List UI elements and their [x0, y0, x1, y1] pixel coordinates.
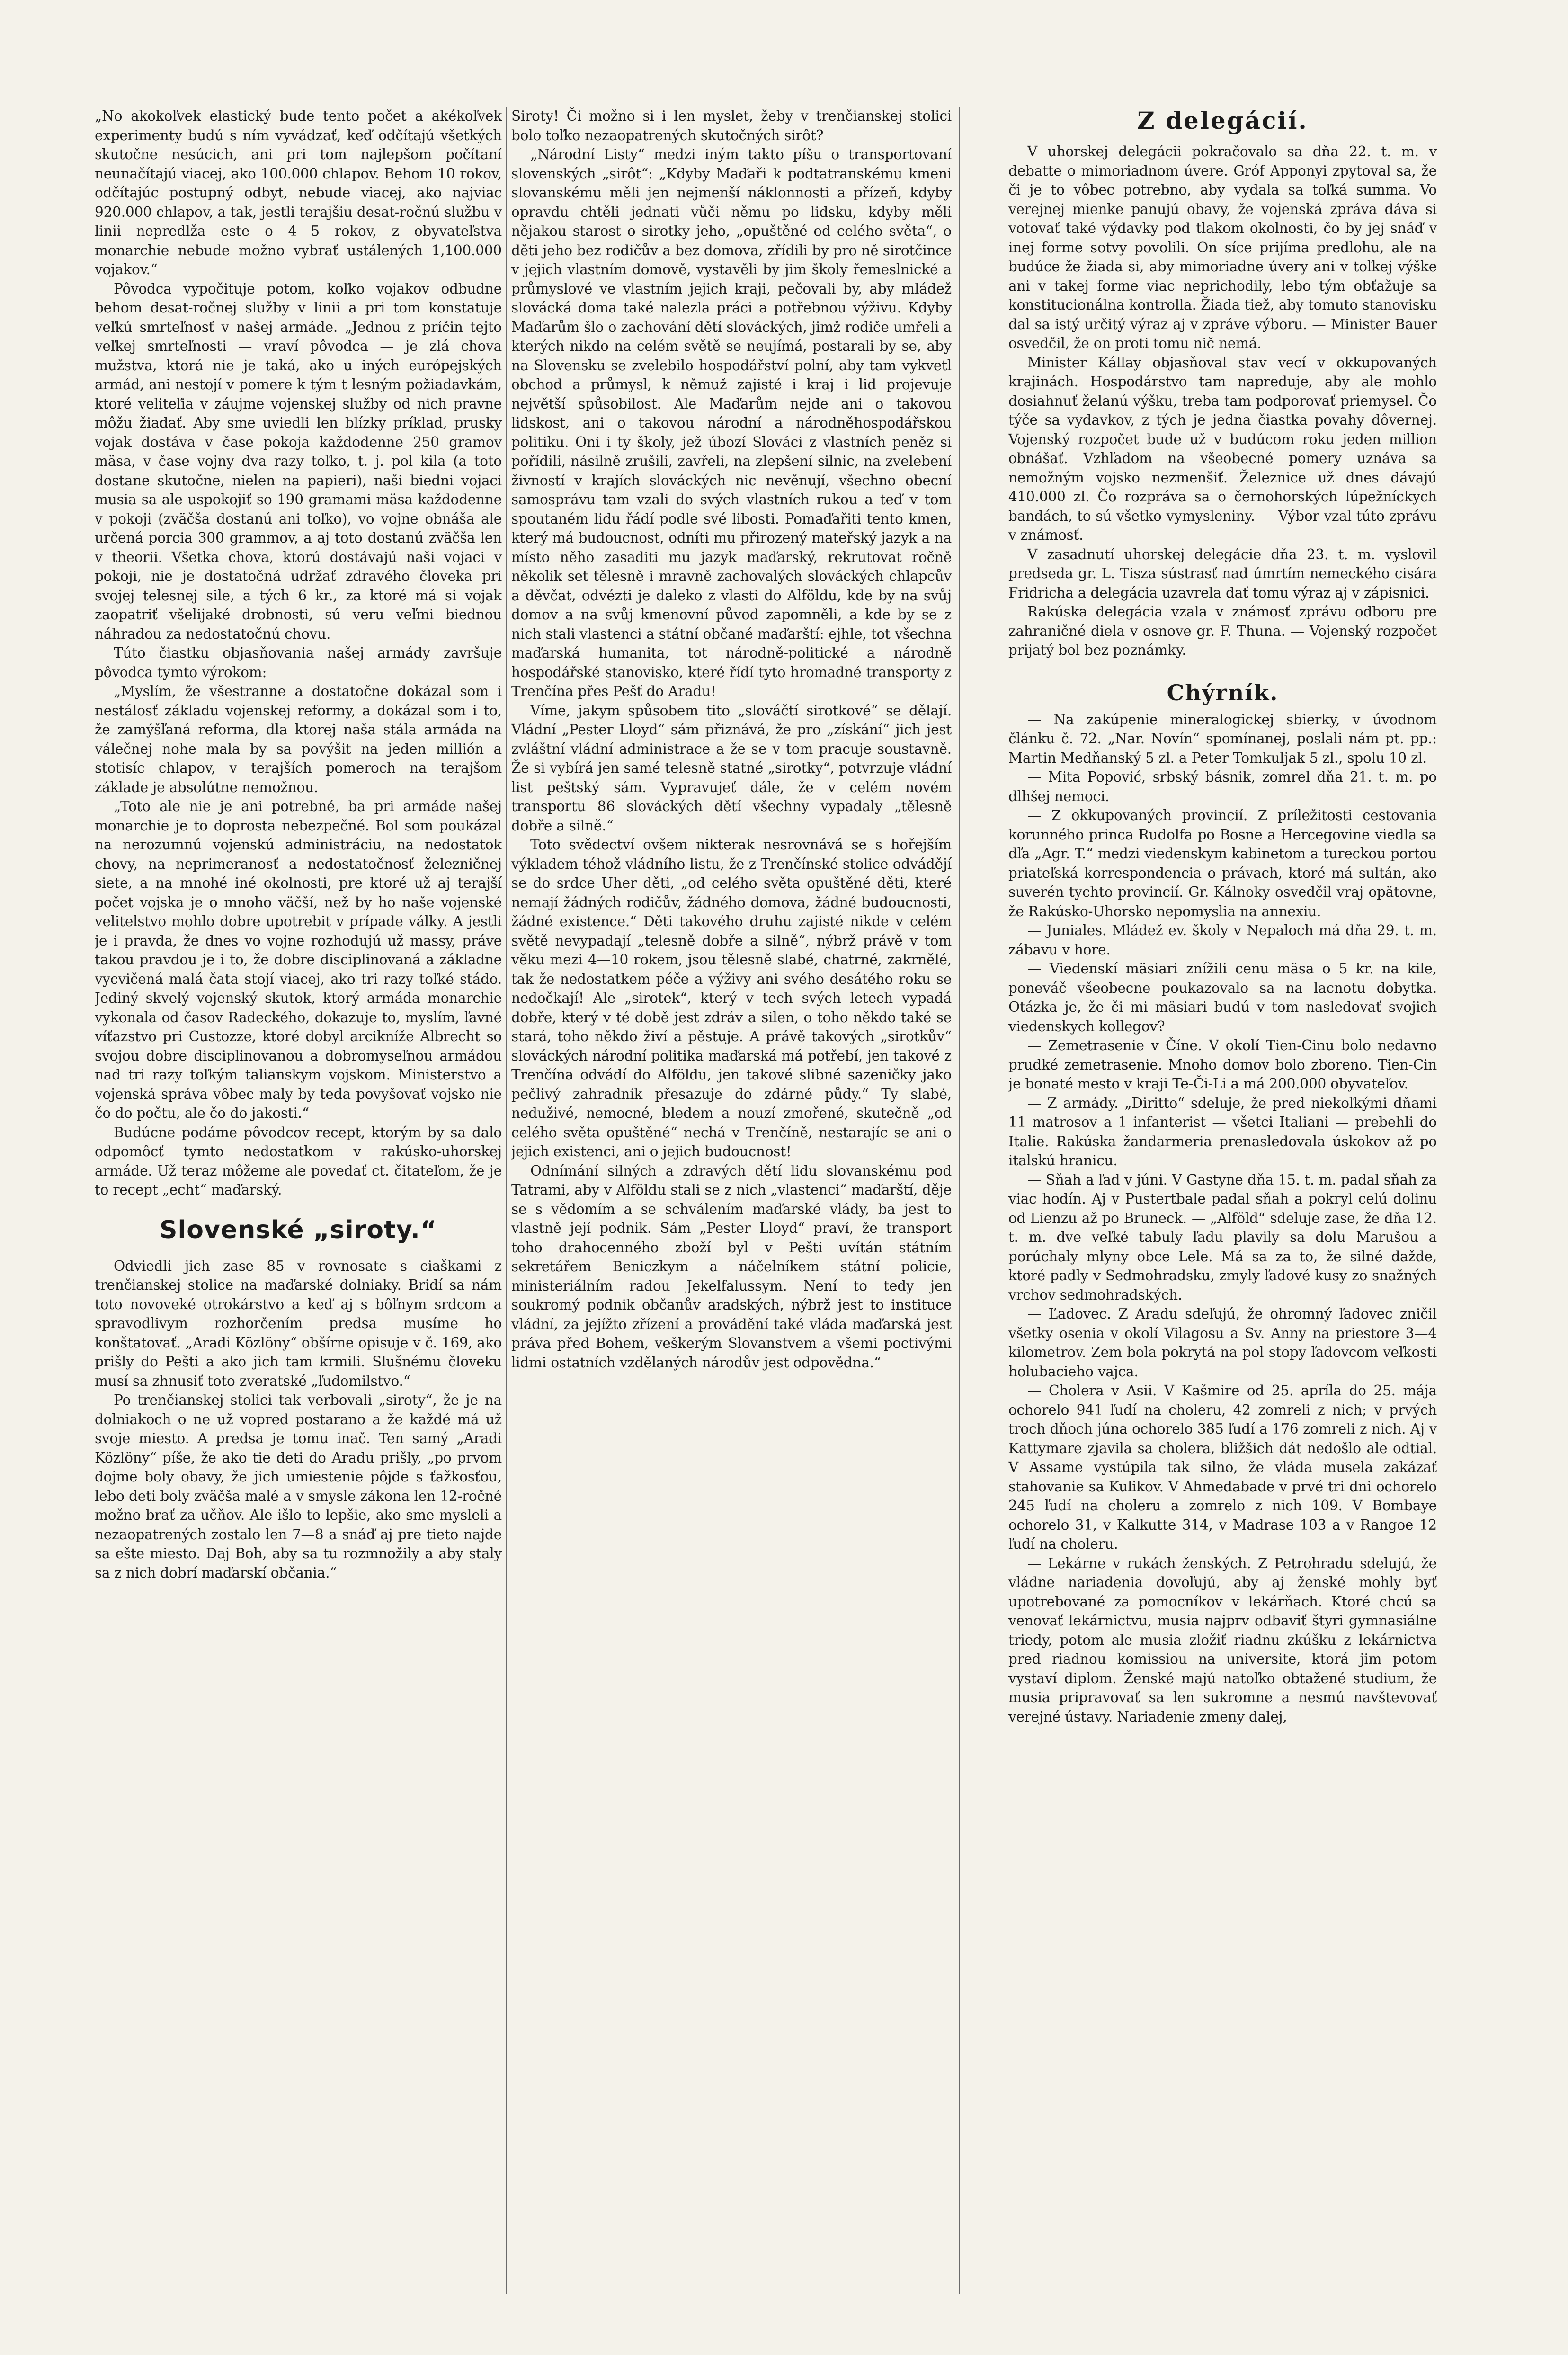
news-item: — Z armády. „Diritto“ sdeluje, že pred niekoľkými dňami 11 matrosov a 1 infanterist — všetci Italiani — prebehli do Italie. Rakúska žandarmeria prenasledovala úskokov až po italskú hranicu. [1008, 1095, 1437, 1169]
article-paragraph: Minister Kállay objasňoval stav vecí v okkupovaných krajinách. Hospodárstvo tam napreduje, aby ale mohlo dosiahnuť želanú výšku, treba tam podporovať priemysel. Čo týče sa vydavkov, z tých je jedna čiastka povahy dôvernej. Vojenský rozpočet bude už v budúcom roku jeden million obnášať. Vzhľadom na všeobecné pomery uznáva sa nemožným vojsko nezmenšiť. Železnice už dnes dávajú 410.000 zl. Čo rozpráva sa o černohorských lúpežníckych bandách, to sú všetko vymysleniny. — Výbor vzal túto zprávu v známosť. [1008, 354, 1437, 543]
column-2 [511, 107, 952, 2303]
news-item: — Na zakúpenie mineralogickej sbierky, v úvodnom článku č. 72. „Nar. Novín“ spomínanej, poslali nám pt. pp.: Martin Medňanský 5 zl. a Peter Tomkuljak 5 zl., spolu 10 zl. [1008, 711, 1437, 766]
article-paragraph: V zasadnutí uhorskej delegácie dňa 23. t. m. vyslovil predseda gr. L. Tisza sústrasť nad úmrtím nemeckého cisára Fridricha a delegácia uzavrela dať tomu výraz aj v zápisnici. [1008, 546, 1437, 601]
article-paragraph: Po trenčianskej stolici tak verbovali „siroty“, že je na dolniakoch o ne už vopred postarano a že každé má už svoje miesto. A predsa je tomu inač. Ten samý „Aradi Közlöny“ píše, že ako tie deti do Aradu prišly, „po prvom dojme boly obavy, že jich umiestenie pôjde s ťažkosťou, lebo deti boly zväčša malé a v smysle zákona len 12-ročné možno brať za učňov. Ale išlo to lepšie, ako sme mysleli a nezaopatrených zostalo len 7—8 a snáď aj pre tieto najde sa ešte miesto. Daj Boh, aby sa tu rozmnožily a aby staly sa z nich dobrí maďarskí občania.“ [95, 1392, 502, 1581]
news-item: — Juniales. Mládež ev. školy v Nepaloch má dňa 29. t. m. zábavu v hore. [1008, 922, 1437, 958]
news-item: — Zemetrasenie v Číne. V okolí Tien-Cinu bolo nedavno prudké zemetrasenie. Mnoho domov bolo zborenо. Tien-Cin je bonaté mesto v kraji Te-Či-Li a má 200.000 obyvateľov. [1008, 1037, 1437, 1092]
article-paragraph: Túto čiastku objasňovania našej armády završuje pôvodca tymto výrokom: [95, 645, 502, 680]
news-item: — Viedenskí mäsiari znížili cenu mäsa o 5 kr. na kile, poneváč všeobecne poukazovalo sa na lacnotu dobytka. Otázka je, že či mi mäsiari budú v tom nasledovať svojich viedenskych kollegov? [1008, 961, 1437, 1035]
column-rule-2 [959, 107, 960, 2294]
article-paragraph: Víme, jakym spůsobem tito „slováčtí sirotkové“ se dělají. Vládní „Pester Lloyd“ sám přiznává, že pro „získání“ jich jest zvláštní vládní administrace a že se v tom pracuje soustavně. Že si vybírá jen samé telesně statné „sirotky“, potvrzuje vládní list peštský sám. Vypravujeť dále, že v celém novém transportu 86 slováckých dětí všechny vypadaly „tělesně dobře a silně.“ [511, 702, 952, 834]
news-item: — Z okkupovaných provincií. Z príležitosti cestovania korunného princa Rudolfa po Bosne a Hercegovine viedla sa dľa „Agr. T.“ medzi viedenskym kabinetom a tureckou portou priateľská korrespondencia o právach, ktoré má sultán, ako suverén tychto provincií. Gr. Kálnoky osvedčil vraj opätovne, že Rakúsko-Uhorsko nepomyslia na annexiu. [1008, 807, 1437, 919]
article-paragraph: V uhorskej delegácii pokračovalo sa dňa 22. t. m. v debatte o mimoriadnom úvere. Gróf Apponyi zpytoval sa, že či je to vôbec potrebno, aby vydala sa toľká summa. Vo verejnej mienke panujú obavy, že vojenská zpráva dáva si votovať také výdavky pod tlakom okolnosti, čo by jej snáď v inej forme sotvy povolili. On síce prijíma predlohu, ale na budúce že žiada si, aby mimoriadne úvery ani v toľkej výške ani v takej forme viac neprichodily, lebo tým obťažuje sa konstitucionálna kontrolla. Žiada tiež, aby tomuto stanovisku dal sa istý určitý výraz aj v zpráve výboru. — Minister Bauer osvedčil, že on proti tomu nič nemá. [1008, 143, 1437, 351]
article-paragraph: Pôvodca vypočituje potom, koľko vojakov odbudne behom desat-ročnej služby v linii a pri tom konstatuje veľkú smrteľnosť v našej armáde. „Jednou z príčin tejto veľkej smrteľnosti — vraví pôvodca — je zlá chova mužstva, ktorá nie je taká, ako u iných európejských armád, ani nestojí v pomere k tým t lesným požiadavkám, ktoré veliteľia v záujme vojenskej služby od nich pravne môžu žiadať. Aby sme uviedli len blízky príklad, prusky vojak dostáva v čase pokoja každodenne 250 gramov mäsa, v čase vojny dva razy toľko, t. j. pol kila (a toto dostane skutočne, nielen na papieri), naši biedni vojaci musia sa ale uspokojiť so 190 gramami mäsa každodenne v pokoji (zväčša dostanú ani toľko), vo vojne obnáša ale určená porcia 300 grammov, a aj toto dostanú zväčša len v theorii. Všetka chova, ktorú dostávajú naši vojaci v pokoji, nie je dostatočná udržať zdravého človeka pri svojej telesnej sile, a tých 6 kr., za ktoré má si vojak zaopatriť všelijaké drobnosti, sú veru veľmi biednou náhradou za nedostatočnú chovu. [95, 280, 502, 642]
article-heading-siroty: Slovenské „siroty.“ [160, 1215, 437, 1244]
column-rule-1 [506, 107, 507, 2294]
column-3 [1008, 107, 1437, 2303]
news-item: — Lekárne v rukách ženských. Z Petrohradu sdelujú, že vládne nariadenia dovoľujú, aby aj ženské mohly byť upotrebované za pomocníkov v lekárňach. Ktoré chcú sa venovať lekárnictvu, musia najprv odbaviť štyri gymnasiálne triedy, potom ale musia zložiť riadnu zkúšku z lekárnictva pred riadnou komissiou na universite, ktorá jim potom vystaví diplom. Ženské majú natoľko obtažené studium, že musia pripravovať sa len sukromne a nesmú navštevovať verejné ústavy. Nariadenie zmeny dalej, [1008, 1555, 1437, 1725]
news-item: — Cholera v Asii. V Kašmire od 25. apríla do 25. mája ochorelo 941 ľudí na choleru, 42 zomreli z nich; v prvých troch dňoch júna ochorelo 385 ľudí a 176 zomreli z nich. Aj v Kattymare zjavila sa cholera, bližšich dát nedošlo ale odtial. V Assame vystúpila tak silno, že vláda musela zakázať stahovanie sa Kulikov. V Ahmedabade v prvé tri dni ochorelo 245 ľudí na choleru a zomrelo z nich 109. V Bombaye ochorelo 31, v Kalkutte 314, v Madrase 103 a v Rangoe 12 ľudí na choleru. [1008, 1383, 1437, 1552]
article-paragraph: „Toto ale nie je ani potrebné, ba pri armáde našej monarchie je to doprosta nebezpečné. Bol som poukázal na nerozumnú vojenskú administráciu, na nedostatok chovy, na neprimeranosť a nedostatočnosť železničnej siete, a na mnohé iné okolnosti, pre ktoré už aj terajší počet vojska je o mnoho väčší, než by ho naše vojenské velitelstvo mohlo dobre upotrebit v prípade války. A jestli je i pravda, že dnes vo vojne rozhodujú už massy, práve takou pravdou je i to, že dobre disciplinovaná a základne vycvičená malá čata stojí viacej, ako tri razy toľké stádo. Jediný skvelý vojenský skutok, ktorý armáda monarchie vykonala od časov Radeckého, dokazuje to, myslím, ľavné víťazstvo pri Custozze, ktoré dobyl arcikníže Albrecht so svojou dobre disciplinovanou a dobromyseľnou armádou nad tri razy toľkým talianskym vojskom. Ministerstvo a vojenská správa vôbec maly by teda povyšovať vojsko nie čo do počtu, ale čo do jakosti.“ [95, 798, 502, 1121]
article-paragraph: Odviedli jich zase 85 v rovnosate s ciaškami z trenčianskej stolice na maďarské dolniaky. Bridí sa nám toto novoveké otrokárstvo a keď aj s bôľnym srdcom a spravodlivym rozhorčením predsa musíme ho konštatovať. „Aradi Közlöny“ obšírne opisuje v č. 169, ako prišly do Pešti a ako jich tam krmili. Slušnému človeku musí sa zhnusiť toto zveratské „ľudomilstvo.“ [95, 1258, 502, 1389]
article-paragraph: Odnímání silných a zdravých dětí lidu slovanskému pod Tatrami, aby v Alföldu stali se z nich „vlastenci“ maďarští, děje se s vědomím a se schválením maďarské vlády, ba jest to vlastně její podnik. Sám „Pester Lloyd“ praví, že transport toho drahocenného zboží byl v Pešti uvítán státním sekretářem Beniczkym a náčelníkem státní policie, ministeriálním radou Jekelfalussym. Není to tedy jen soukromý podnik občanův aradských, nýbrž jest to instituce vládní, za jejížto zřízení a provádění také vláda maďarská jest práva před Bohem, veškerým Slovanstvem a všemi poctivými lidmi ostatních vzdělaných národův jest odpovědna.“ [511, 1162, 952, 1371]
article-paragraph: Budúcne podáme pôvodcov recept, ktorým by sa dalo odpomôcť tymto nedostatkom v rakúsko-uhorskej armáde. Už teraz môžeme ale povedať ct. čitateľom, že je to recept „echt“ maďarský. [95, 1124, 502, 1198]
article-paragraph: Rakúska delegácia vzala v známosť zprávu odboru pre zahraničné diela v osnove gr. F. Thuna. — Vojenský rozpočet prijatý bol bez poznámky. [1008, 604, 1437, 658]
section-heading-delegacie: Z delegácií. [1137, 107, 1308, 134]
section-heading-chyrnik: Chýrník. [1167, 679, 1279, 705]
article-paragraph: „Myslím, že všestranne a dostatočne dokázal som i nestálosť základu vojenskej reformy, a dokázal som i to, že zamýšľaná reforma, dla ktorej naša stála armáda na válečnej nohe mala by sa povýšit na jeden millión a stotisíc chlapov, v terajších pomeroch na terajšom základe je absolútne nemožnou. [95, 683, 502, 795]
article-paragraph: „No akokoľvek elastický bude tento počet a akékoľvek experimenty budú s ním vyvádzať, keď odčítajú všetkých skutočne nesúcich, ani pri tom najlepšom počítaní neunačítajú viacej, ako 100.000 chlapov. Behom 10 rokov, odčítajúc postupný odbyt, nebude viacej, ako najviac 920.000 chlapov, a tak, jestli terajšiu desat-ročnú službu v linii nepredlža este o 4—5 rokov, z obyvateľstva monarchie nebude možno vybrať ustálených 1,100.000 vojakov.“ [95, 108, 502, 277]
article-paragraph: „Národní Listy“ medzi iným takto píšu o transportovaní slovenských „sirôt“: „Kdyby Maďaři k podtatranskému kmeni slovanskému měli jen nejmenší náklonnosti a přízeň, kdyby opravdu chtěli jednati vůči němu po lidsku, kdyby měli nějakou starost o sirotky jeho, „opuštěné od celého světa“, o děti jeho bez rodičův a bez domova, zřídili by pro ně sirotčince v jejich vlastním domově, vystavěli by jim školy řemeslnické a průmyslové ve vlastním jejich kraji, pečovali by, aby mládež slovácká doma také nalezla práci a potřebnou výživu. Kdyby Maďarům šlo o zachování dětí slováckých, jimž rodiče umřeli a kterých nikdo na celém světě se neujímá, postarali by se, aby na Slovensku se zvelebilo hospodářství polní, aby tam vykvetl obchod a průmysl, k němuž zajisté i kraj i lid projevuje největší spůsobilost. Ale Maďarům nejde ani o takovou lidskost, ani o takovou národní a národněhospodářskou politiku. Oni i ty školy, jež úbozí Slováci z vlastních peněz si pořídili, násilně zrušili, zavřeli, na zlepšení silnic, na zvelebení živností v krajích slováckých nic nevěnují, všechno obecní samosprávu tam vzali do svých vlastních rukou a teď v tom spoutaném lidu řádí podle své libosti. Pomaďařiti tento kmen, který má budoucnost, odníti mu přirozený mateřský jazyk a na místo něho zasaditi mu jazyk maďarský, rekrutovat ročně několik set tělesně i mravně zachovalých slováckých chlapcův a děvčat, odvézti je daleko z vlasti do Alföldu, kde by na svůj domov a na svůj kmenovní původ zapomněli, a kde by se z nich stali vlastenci a státní občané maďarští: ejhle, tot všechna maďarská humanita, tot národně-politické a národně hospodářské stanovisko, které řídí tyto hromadné transporty z Trenčína přes Pešť do Aradu! [511, 146, 952, 699]
news-item: — Ľadovec. Z Aradu sdeľujú, že ohromný ľadovec zničil všetky osenia v okolí Vilagosu a Sv. Anny na priestore 3—4 kilometrov. Zem bola pokrytá na pol stopy ľadovcom veľkosti holubacieho vajca. [1008, 1306, 1437, 1380]
article-paragraph: Siroty! Či možno si i len myslet, žeby v trenčianskej stolici bolo toľko nezaopatrených skutočných sirôt? [511, 108, 952, 143]
column-1 [95, 107, 502, 2303]
news-item: — Sňah a ľad v júni. V Gastyne dňa 15. t. m. padal sňah za viac hodín. Aj v Pustertbale padal sňah a pokryl celú dolinu od Lienzu až po Bruneck. — „Alföld“ sdeluje zase, že dňa 12. t. m. dve veľké tabuly ľadu plavily sa dolu Marušou a porúchaly mlyny obce Lele. Má sa za to, že silné dažde, ktoré padly v Sedmohradsku, zmyly ľadové kusy zo snažných vrchov sedmohradských. [1008, 1171, 1437, 1303]
article-paragraph: Toto svědectví ovšem nikterak nesrovnává se s hořejším výkladem téhož vládního listu, že z Trenčínské stolice odvádějí se do srdce Uher děti, „od celého světa opuštěné děti, které nemají žádných rodičův, žádného domova, žádné budoucnosti, žádné existence.“ Děti takového druhu zajisté nikde v celém světě nevypadají „telesně dobře a silně“, nýbrž právě v tom věku mezi 4—10 rokem, jsou tělesně slabé, chatrné, zakrnělé, tak že nedostatkem péče a výživy ani svého desátého roku se nedočkají! Ale „sirotek“, který v tech svých letech vypadá dobře, který v té době jest zdráv a silen, o toho někdo také se stará, toho někdo živí a pěstuje. A právě takových „sirotkův“ slováckých národní politika maďarská má potřebí, jen takové z Trenčína odvádí do Alföldu, jen takové slibné sazeničky jako pečlivý zahradník přesazuje do zdárné půdy.“ Ty slabé, neduživé, nemocné, bledem a nouzí zmořené, skutečně „od celého světa opuštěné“ nechá v Trenčíně, nestarajíc se ani o jejich existenci, ani o jejich budoucnost! [511, 837, 952, 1160]
news-item: — Mita Popović, srbský básnik, zomrel dňa 21. t. m. po dlhšej nemoci. [1008, 769, 1437, 804]
